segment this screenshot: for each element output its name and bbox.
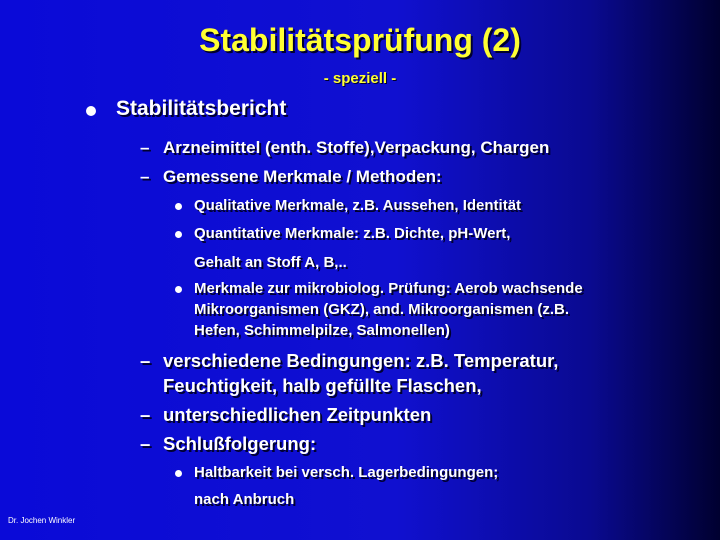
bullet-dot-icon <box>86 106 96 116</box>
list-item-measured-features: Gemessene Merkmale / Methoden: <box>163 167 442 186</box>
sub-item-microbiology-line1: Merkmale zur mikrobiolog. Prüfung: Aerob wachsende <box>194 280 583 297</box>
dash-marker: – <box>140 433 151 454</box>
dash-marker: – <box>140 350 151 371</box>
sub-item-shelf-life-line1: Haltbarkeit bei versch. Lagerbedingungen; <box>194 464 499 481</box>
list-item-conclusion: Schlußfolgerung: <box>163 433 317 454</box>
bullet-dot-icon <box>175 231 182 238</box>
slide-title: Stabilitätsprüfung (2) <box>199 22 521 58</box>
sub-item-shelf-life-line2: nach Anbruch <box>194 491 295 508</box>
sub-item-quantitative-line1: Quantitative Merkmale: z.B. Dichte, pH-Wert, <box>194 225 511 242</box>
list-item-conditions-line2: Feuchtigkeit, halb gefüllte Flaschen, <box>163 375 482 396</box>
bullet-dot-icon <box>175 203 182 210</box>
sub-item-microbiology-line3: Hefen, Schimmelpilze, Salmonellen) <box>194 322 450 339</box>
slide-subtitle: - speziell - <box>323 70 397 87</box>
level1-heading: Stabilitätsbericht <box>116 97 287 120</box>
list-item-packaging: Arzneimittel (enth. Stoffe),Verpackung, Chargen <box>163 138 550 157</box>
dash-marker: – <box>140 167 150 186</box>
sub-item-qualitative: Qualitative Merkmale, z.B. Aussehen, Identität <box>194 197 522 214</box>
dash-marker: – <box>140 404 151 425</box>
dash-marker: – <box>140 138 150 157</box>
bullet-dot-icon <box>175 470 182 477</box>
sub-item-microbiology-line2: Mikroorganismen (GKZ), and. Mikroorganismen (z.B. <box>194 301 570 318</box>
bullet-dot-icon <box>175 286 182 293</box>
list-item-conditions-line1: verschiedene Bedingungen: z.B. Temperatur, <box>163 350 559 371</box>
author-footer: Dr. Jochen Winkler <box>8 516 76 525</box>
list-item-timepoints: unterschiedlichen Zeitpunkten <box>163 404 432 425</box>
sub-item-quantitative-line2: Gehalt an Stoff A, B,.. <box>194 254 347 271</box>
